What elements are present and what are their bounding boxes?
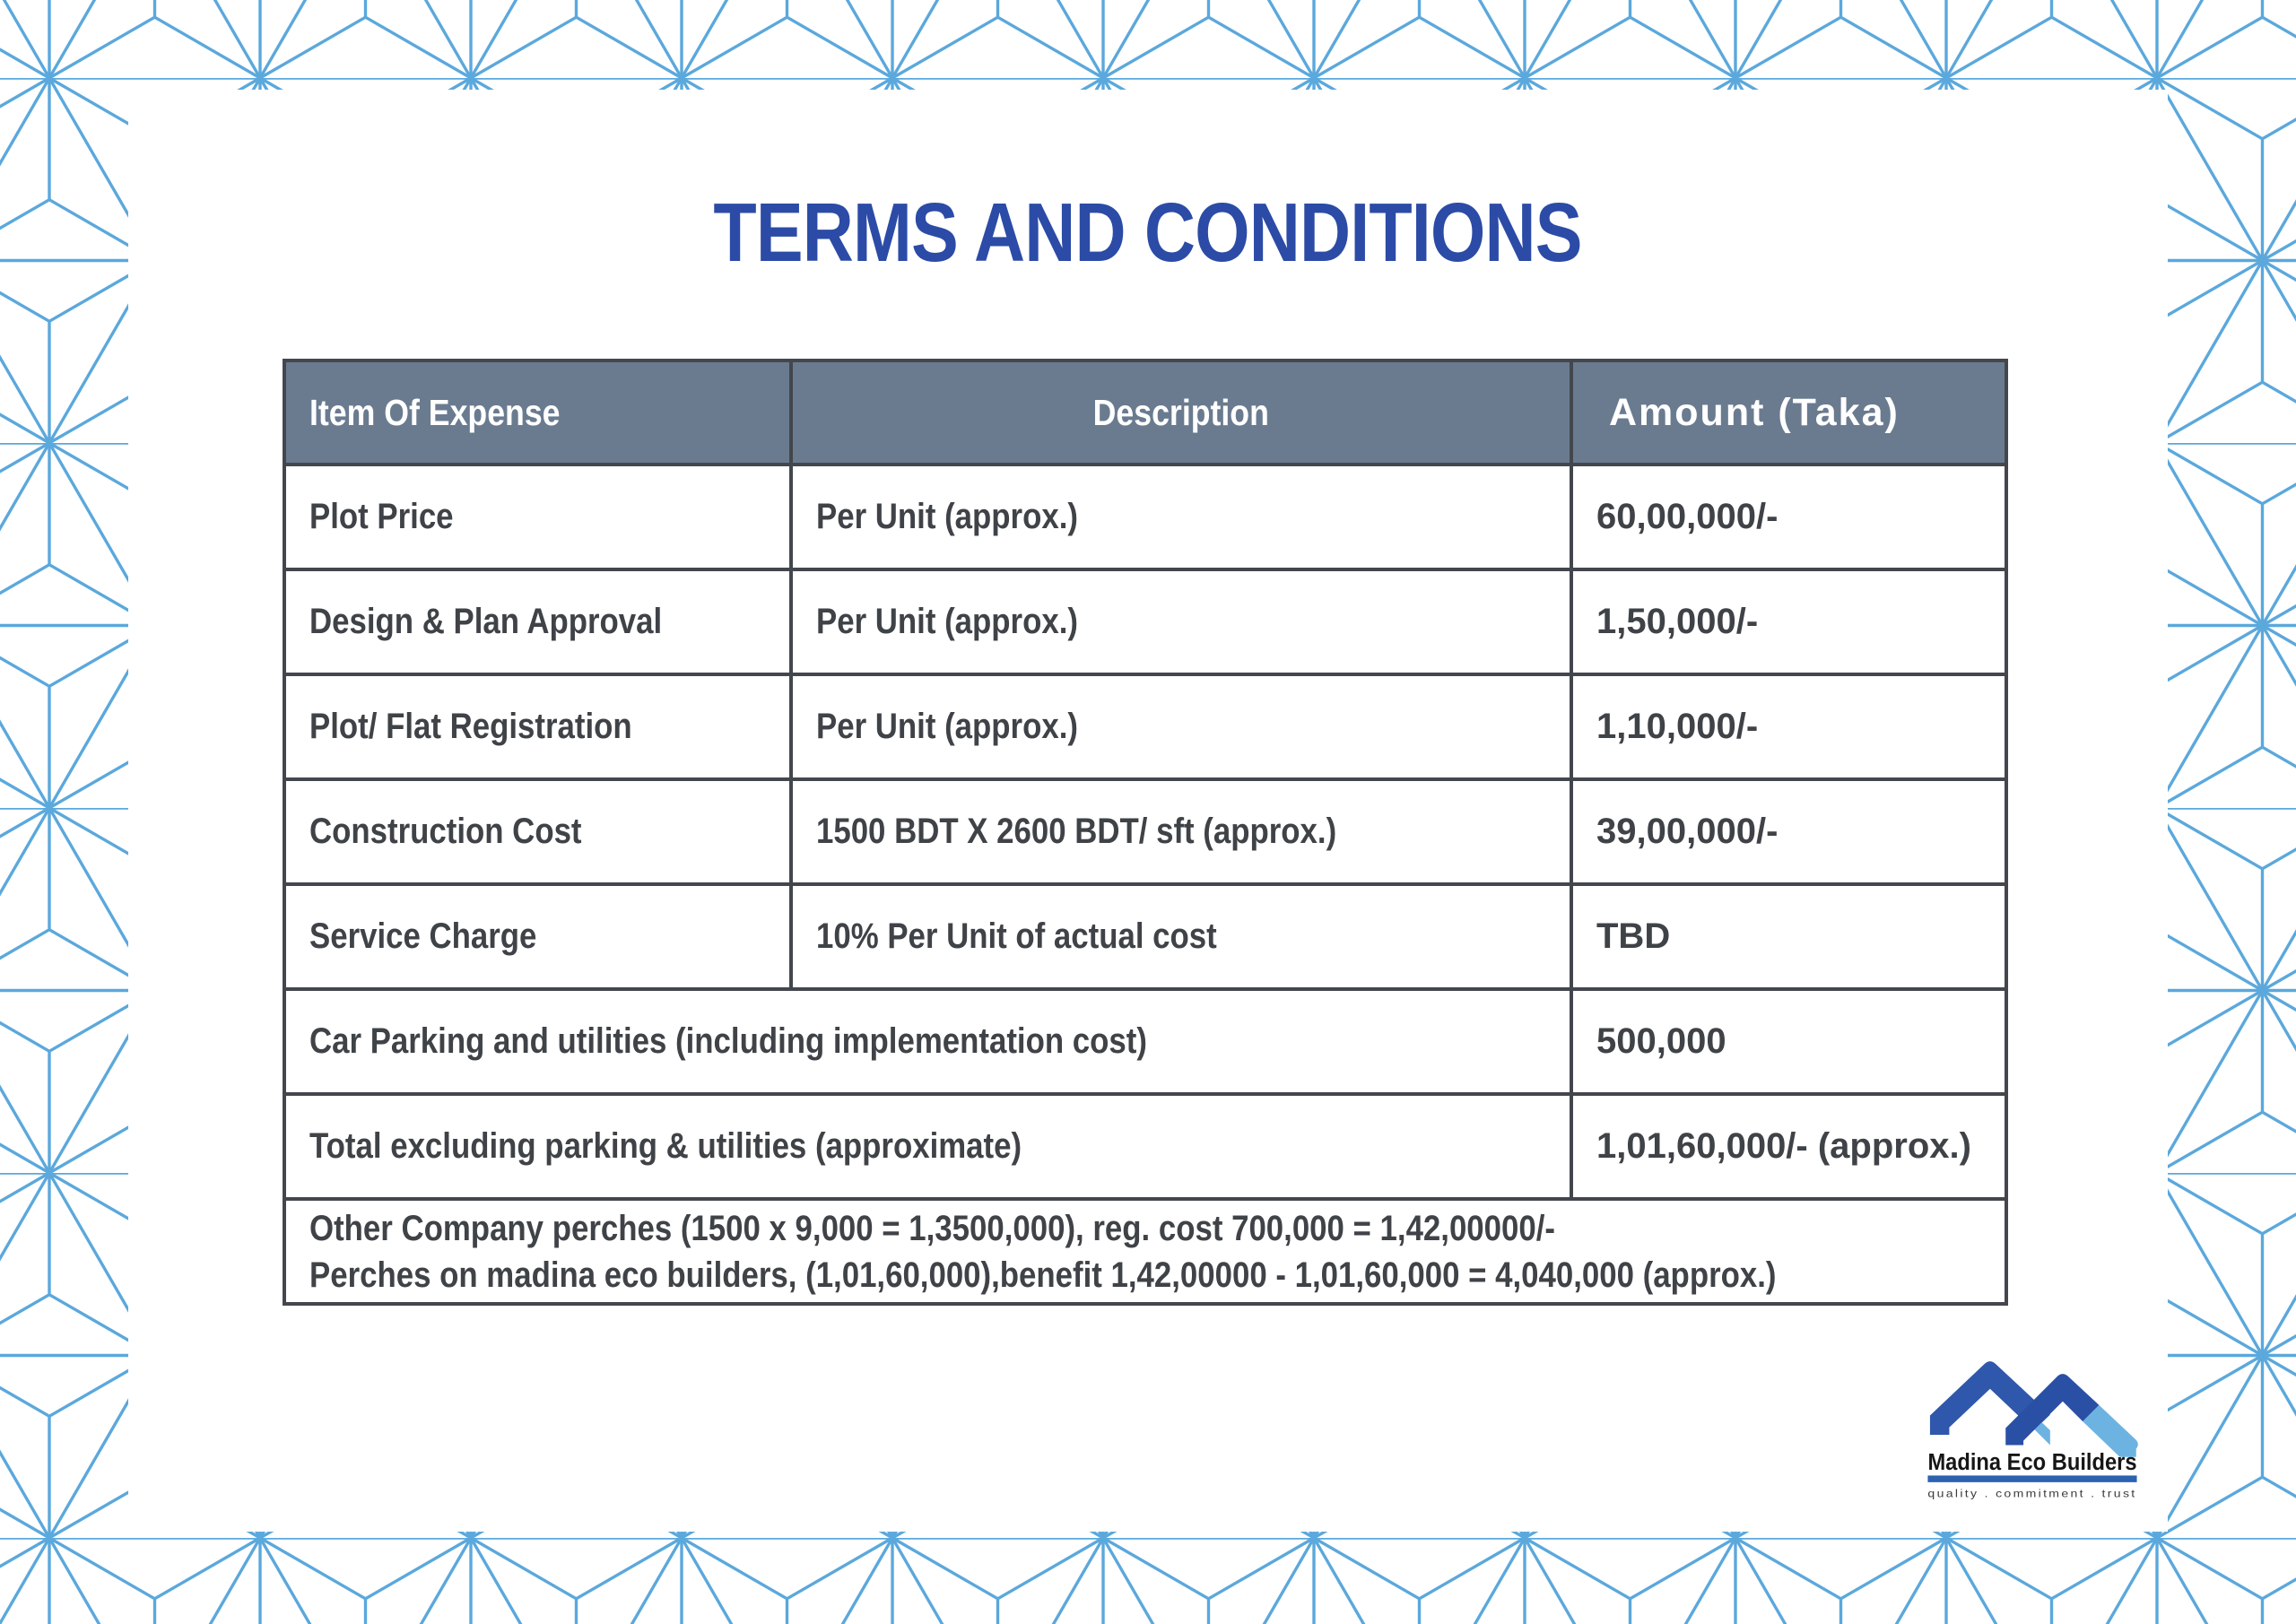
table-row (284, 674, 2006, 779)
cell-amount: 60,00,000/- (1571, 465, 2006, 569)
cell-amount: 39,00,000/- (1571, 779, 2006, 884)
cell-item: Service Charge (284, 884, 791, 989)
cell-amount: 500,000 (1571, 989, 2006, 1094)
cell-item: Construction Cost (284, 779, 791, 884)
cell-span-label: Car Parking and utilities (including implementation cost) (284, 989, 1571, 1094)
table-span-row (284, 1094, 2006, 1199)
logo-name: Madina Eco Builders (1927, 1449, 2137, 1475)
cell-span-label: Total excluding parking & utilities (approximate) (284, 1094, 1571, 1199)
terms-table (283, 359, 2008, 1306)
cell-item: Design & Plan Approval (284, 569, 791, 674)
page-title-text: TERMS AND CONDITIONS (713, 186, 1583, 279)
table-row (284, 569, 2006, 674)
table-row (284, 465, 2006, 569)
table-note-row (284, 1199, 2006, 1304)
cell-amount: 1,01,60,000/- (approx.) (1571, 1094, 2006, 1199)
note-line-1: Other Company perches (1500 x 9,000 = 1,3500,000), reg. cost 700,000 = 1,42,00000/- (309, 1208, 1555, 1248)
cell-amount: 1,10,000/- (1571, 674, 2006, 779)
table-row (284, 884, 2006, 989)
roof-m-icon (1930, 1361, 2138, 1457)
cell-description: 1500 BDT X 2600 BDT/ sft (approx.) (791, 779, 1571, 884)
cell-description: Per Unit (approx.) (791, 465, 1571, 569)
note-line-2: Perches on madina eco builders, (1,01,60,000),benefit 1,42,00000 - 1,01,60,000 = 4,040,000 (approx.) (309, 1255, 1777, 1295)
cell-description: Per Unit (approx.) (791, 674, 1571, 779)
cell-amount: TBD (1571, 884, 2006, 989)
note-cell (284, 1199, 2006, 1304)
table-span-row (284, 989, 2006, 1094)
header-amount: Amount (Taka) (1571, 360, 2006, 465)
cell-item: Plot/ Flat Registration (284, 674, 791, 779)
cell-description: 10% Per Unit of actual cost (791, 884, 1571, 989)
page-title (0, 185, 2296, 281)
cell-amount: 1,50,000/- (1571, 569, 2006, 674)
cell-item: Plot Price (284, 465, 791, 569)
logo-bar (1927, 1475, 2136, 1481)
table-row (284, 779, 2006, 884)
logo-tagline: quality . commitment . trust (1927, 1487, 2137, 1500)
header-description: Description (791, 360, 1571, 465)
header-item-of-expense: Item Of Expense (284, 360, 791, 465)
cell-description: Per Unit (approx.) (791, 569, 1571, 674)
table-header-row (284, 360, 2006, 465)
company-logo (1921, 1356, 2144, 1505)
